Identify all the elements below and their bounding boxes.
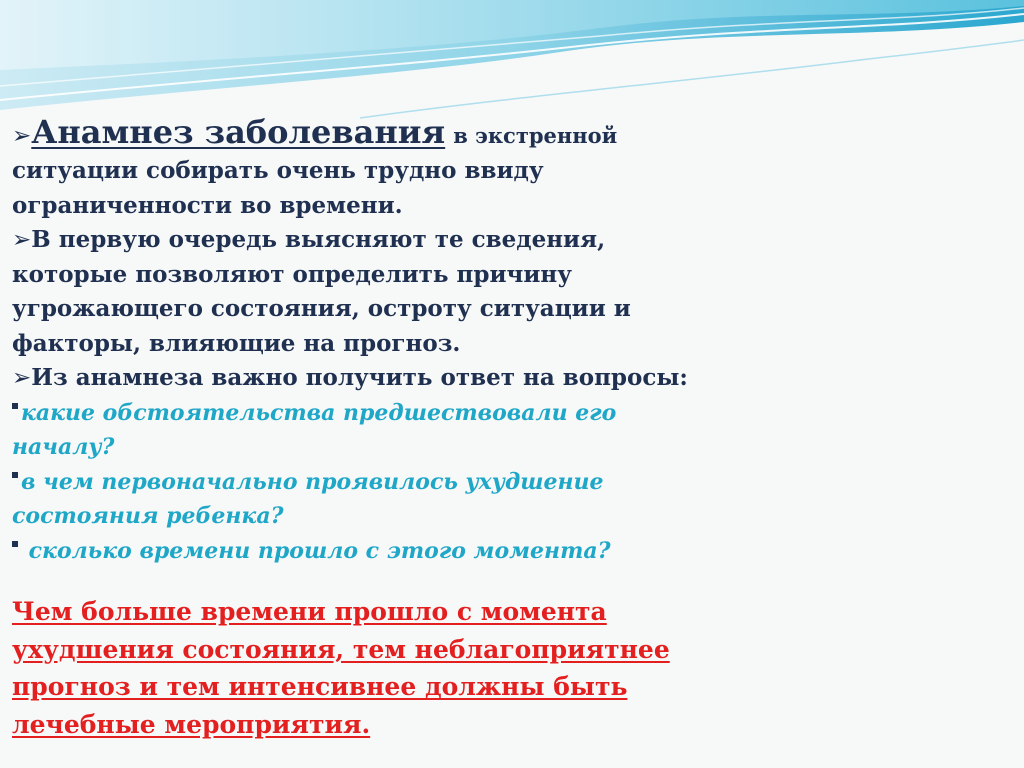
square-bullet-icon (12, 541, 18, 547)
arrow-bullet-icon: ➢ (12, 365, 32, 391)
text-line-content: Из анамнеза важно получить ответ на вопросы: (31, 364, 688, 391)
question-line (12, 465, 1012, 500)
text-line (12, 361, 1012, 396)
text-line: ситуации собирать очень трудно ввиду (12, 157, 544, 184)
slide-heading: Анамнез заболевания (31, 113, 446, 151)
question-line: началу? (12, 434, 115, 460)
conclusion-line: прогноз и тем интенсивнее должны быть (12, 672, 628, 701)
arrow-bullet-icon: ➢ (12, 123, 32, 149)
conclusion-line: лечебные мероприятия. (12, 709, 371, 739)
slide-content (12, 110, 1012, 743)
conclusion-block (12, 593, 1012, 743)
question-text: сколько времени прошло с этого момента? (21, 537, 611, 564)
question-text: в чем первоначально проявилось ухудшение (21, 468, 604, 495)
arrow-bullet-icon: ➢ (12, 227, 32, 253)
question-text: какие обстоятельства предшествовали его (21, 399, 617, 426)
text-line (12, 223, 1012, 258)
conclusion-line: Чем больше времени прошло с момента (12, 597, 607, 626)
question-line (12, 534, 1012, 569)
question-line (12, 396, 1012, 431)
question-line: состояния ребенка? (12, 503, 284, 529)
text-line: угрожающего состояния, остроту ситуации и (12, 295, 631, 322)
heading-line (12, 110, 1012, 158)
square-bullet-icon (12, 403, 18, 409)
square-bullet-icon (12, 472, 18, 478)
text-line-content: В первую очередь выясняют те сведения, (31, 226, 606, 253)
text-line: ограниченности во времени. (12, 191, 403, 219)
heading-rest: в экстренной (453, 123, 618, 148)
conclusion-line: ухудшения состояния, тем неблагоприятнее (12, 634, 670, 664)
text-line: факторы, влияющие на прогноз. (12, 329, 461, 357)
text-line: которые позволяют определить причину (12, 260, 572, 288)
